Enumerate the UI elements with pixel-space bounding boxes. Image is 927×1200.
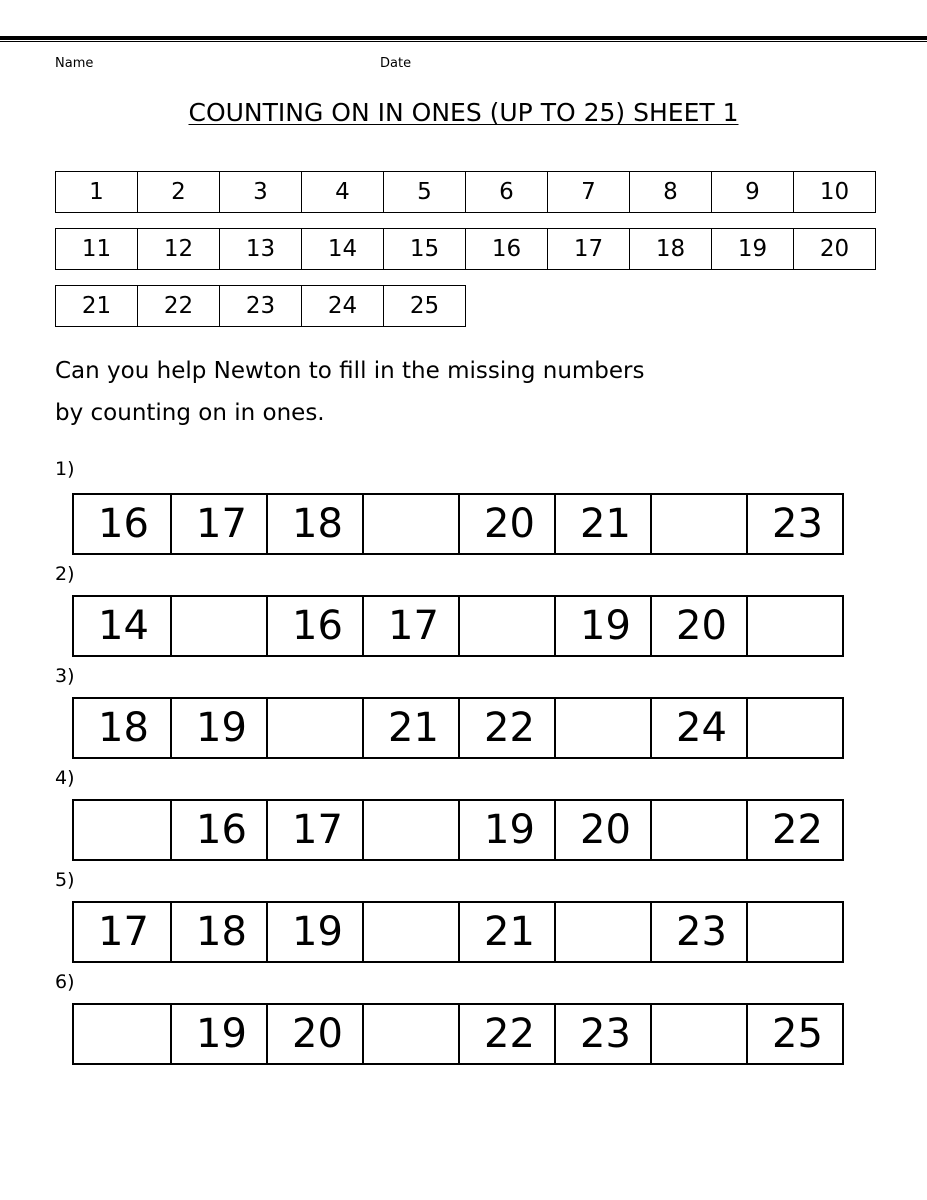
reference-cell: 2 bbox=[137, 171, 220, 213]
reference-cell: 14 bbox=[301, 228, 384, 270]
reference-row bbox=[55, 171, 876, 213]
reference-cell: 23 bbox=[219, 285, 302, 327]
answer-blank-cell[interactable] bbox=[554, 903, 650, 961]
question-label: 2) bbox=[55, 563, 75, 585]
number-cell: 22 bbox=[458, 1005, 554, 1063]
reference-cell: 21 bbox=[55, 285, 138, 327]
reference-cell: 3 bbox=[219, 171, 302, 213]
question-row bbox=[72, 901, 844, 963]
answer-blank-cell[interactable] bbox=[74, 801, 170, 859]
question-label: 5) bbox=[55, 869, 75, 891]
reference-cell: 18 bbox=[629, 228, 712, 270]
answer-blank-cell[interactable] bbox=[554, 699, 650, 757]
number-cell: 19 bbox=[170, 699, 266, 757]
number-cell: 24 bbox=[650, 699, 746, 757]
number-cell: 20 bbox=[458, 495, 554, 553]
number-cell: 20 bbox=[650, 597, 746, 655]
number-cell: 21 bbox=[458, 903, 554, 961]
instructions-line-2: by counting on in ones. bbox=[55, 400, 325, 426]
number-cell: 16 bbox=[98, 501, 149, 547]
number-cell: 19 bbox=[554, 597, 650, 655]
number-cell: 23 bbox=[650, 903, 746, 961]
reference-cell: 15 bbox=[383, 228, 466, 270]
instructions-line-1: Can you help Newton to fill in the missing numbers bbox=[55, 358, 645, 384]
reference-cell: 13 bbox=[219, 228, 302, 270]
number-cell: 22 bbox=[458, 699, 554, 757]
answer-blank-cell[interactable] bbox=[458, 597, 554, 655]
header-rule-thin bbox=[0, 41, 927, 42]
number-cell: 22 bbox=[746, 801, 842, 859]
answer-blank-cell[interactable] bbox=[362, 495, 458, 553]
number-cell: 20 bbox=[554, 801, 650, 859]
question-row bbox=[72, 697, 844, 759]
reference-row bbox=[55, 285, 466, 327]
header-rule-thick bbox=[0, 36, 927, 40]
answer-blank-cell[interactable] bbox=[170, 597, 266, 655]
answer-blank-cell[interactable] bbox=[266, 699, 362, 757]
answer-blank-cell[interactable] bbox=[74, 1005, 170, 1063]
number-cell: 19 bbox=[170, 1005, 266, 1063]
reference-cell: 12 bbox=[137, 228, 220, 270]
reference-cell: 22 bbox=[137, 285, 220, 327]
reference-cell: 16 bbox=[465, 228, 548, 270]
number-cell: 16 bbox=[266, 597, 362, 655]
question-row bbox=[72, 595, 844, 657]
question-label: 4) bbox=[55, 767, 75, 789]
reference-cell: 24 bbox=[301, 285, 384, 327]
number-cell: 18 bbox=[266, 495, 362, 553]
answer-blank-cell[interactable] bbox=[746, 597, 842, 655]
number-cell: 18 bbox=[170, 903, 266, 961]
answer-blank-cell[interactable] bbox=[362, 1005, 458, 1063]
reference-cell: 20 bbox=[793, 228, 876, 270]
reference-cell: 8 bbox=[629, 171, 712, 213]
number-cell: 25 bbox=[746, 1005, 842, 1063]
question-label: 1) bbox=[55, 458, 75, 480]
answer-blank-cell[interactable] bbox=[650, 495, 746, 553]
number-cell: 14 bbox=[98, 603, 149, 649]
number-cell: 17 bbox=[362, 597, 458, 655]
number-cell: 23 bbox=[746, 495, 842, 553]
question-row bbox=[72, 1003, 844, 1065]
reference-cell: 4 bbox=[301, 171, 384, 213]
answer-blank-cell[interactable] bbox=[362, 801, 458, 859]
answer-blank-cell[interactable] bbox=[650, 1005, 746, 1063]
question-label: 3) bbox=[55, 665, 75, 687]
reference-cell: 25 bbox=[383, 285, 466, 327]
number-cell: 21 bbox=[362, 699, 458, 757]
reference-cell: 10 bbox=[793, 171, 876, 213]
reference-cell: 9 bbox=[711, 171, 794, 213]
number-cell: 20 bbox=[266, 1005, 362, 1063]
reference-row bbox=[55, 228, 876, 270]
number-cell: 19 bbox=[266, 903, 362, 961]
question-row bbox=[72, 799, 844, 861]
number-cell: 18 bbox=[98, 705, 149, 751]
answer-blank-cell[interactable] bbox=[746, 699, 842, 757]
number-cell: 21 bbox=[554, 495, 650, 553]
instructions bbox=[55, 350, 755, 434]
date-label: Date bbox=[380, 56, 412, 71]
answer-blank-cell[interactable] bbox=[362, 903, 458, 961]
number-cell: 16 bbox=[170, 801, 266, 859]
number-cell: 17 bbox=[170, 495, 266, 553]
reference-cell: 1 bbox=[55, 171, 138, 213]
worksheet-title: COUNTING ON IN ONES (UP TO 25) SHEET 1 bbox=[188, 98, 739, 127]
reference-cell: 5 bbox=[383, 171, 466, 213]
number-cell: 17 bbox=[98, 909, 149, 955]
reference-cell: 19 bbox=[711, 228, 794, 270]
question-label: 6) bbox=[55, 971, 75, 993]
answer-blank-cell[interactable] bbox=[650, 801, 746, 859]
question-row bbox=[72, 493, 844, 555]
number-cell: 19 bbox=[458, 801, 554, 859]
name-label: Name bbox=[55, 56, 94, 71]
answer-blank-cell[interactable] bbox=[746, 903, 842, 961]
reference-cell: 6 bbox=[465, 171, 548, 213]
reference-cell: 11 bbox=[55, 228, 138, 270]
reference-cell: 7 bbox=[547, 171, 630, 213]
number-cell: 17 bbox=[266, 801, 362, 859]
number-cell: 23 bbox=[554, 1005, 650, 1063]
reference-cell: 17 bbox=[547, 228, 630, 270]
